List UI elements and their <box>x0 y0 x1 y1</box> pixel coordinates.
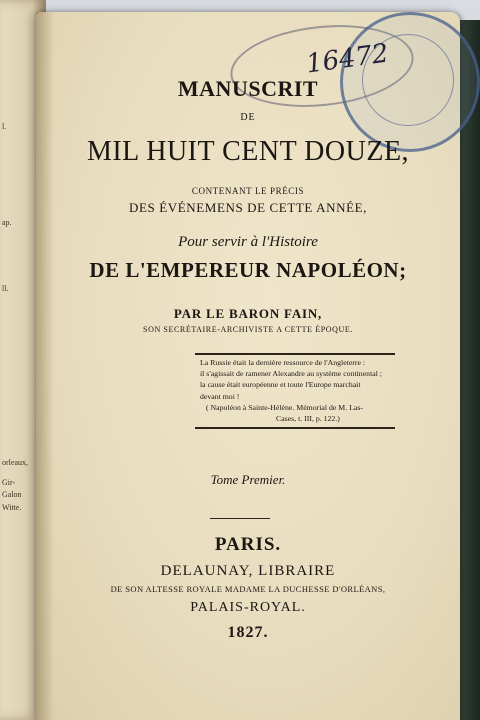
epigraph-citation-cont: Cases, t. III, p. 122.) <box>276 414 340 424</box>
epigraph <box>200 357 396 424</box>
imprint-publisher: DELAUNAY, LIBRAIRE <box>160 563 336 579</box>
facing-page-fragment: Gir- <box>2 478 16 487</box>
epigraph-line: il s'agissait de ramener Alexandre au système continental ; <box>200 369 382 379</box>
facing-page-fragment: Witte. <box>2 503 22 512</box>
volume-label: Tome Premier. <box>210 472 286 487</box>
handwritten-number: 16472 <box>304 38 391 80</box>
epigraph-line: la cause était européenne et toute l'Europe marchait <box>200 380 361 390</box>
epigraph-line: devant moi ! <box>200 391 240 401</box>
subtitle-contenant: CONTENANT LE PRÉCIS <box>191 186 305 196</box>
facing-page-fragment: ap. <box>2 218 12 227</box>
author-role: SON SECRÉTAIRE-ARCHIVISTE A CETTE ÉPOQUE. <box>143 325 353 334</box>
facing-page-fragment: ll. <box>2 284 9 293</box>
title-de: DE <box>240 112 256 123</box>
subtitle-empereur: DE L'EMPEREUR NAPOLÉON; <box>89 258 407 282</box>
title-manuscrit: MANUSCRIT <box>177 76 319 101</box>
imprint-year: 1827. <box>227 624 269 641</box>
imprint-rule <box>210 518 270 519</box>
epigraph-citation: ( Napoléon à Sainte-Hélène. Mémorial de M. Las- <box>206 402 363 412</box>
epigraph-bottom-rule <box>195 427 395 429</box>
imprint-appointment: DE SON ALTESSE ROYALE MADAME LA DUCHESSE D'ORLÉANS, <box>110 584 386 594</box>
subtitle-evenemens: DES ÉVÉNEMENS DE CETTE ANNÉE, <box>128 200 368 215</box>
facing-page-fragment: Galon <box>2 490 22 499</box>
epigraph-line: La Russie était la dernière ressource de l'Angleterre : <box>200 358 366 367</box>
title-year-words: MIL HUIT CENT DOUZE, <box>86 136 410 167</box>
author-name: PAR LE BARON FAIN, <box>173 306 323 321</box>
facing-page-fragment: l. <box>2 122 7 131</box>
imprint-city: PARIS. <box>214 534 282 555</box>
facing-page-fragment: orleaux, <box>2 458 28 467</box>
epigraph-top-rule <box>195 353 395 355</box>
imprint-address: PALAIS-ROYAL. <box>190 600 306 615</box>
subtitle-pour-servir: Pour servir à l'Histoire <box>178 234 318 250</box>
